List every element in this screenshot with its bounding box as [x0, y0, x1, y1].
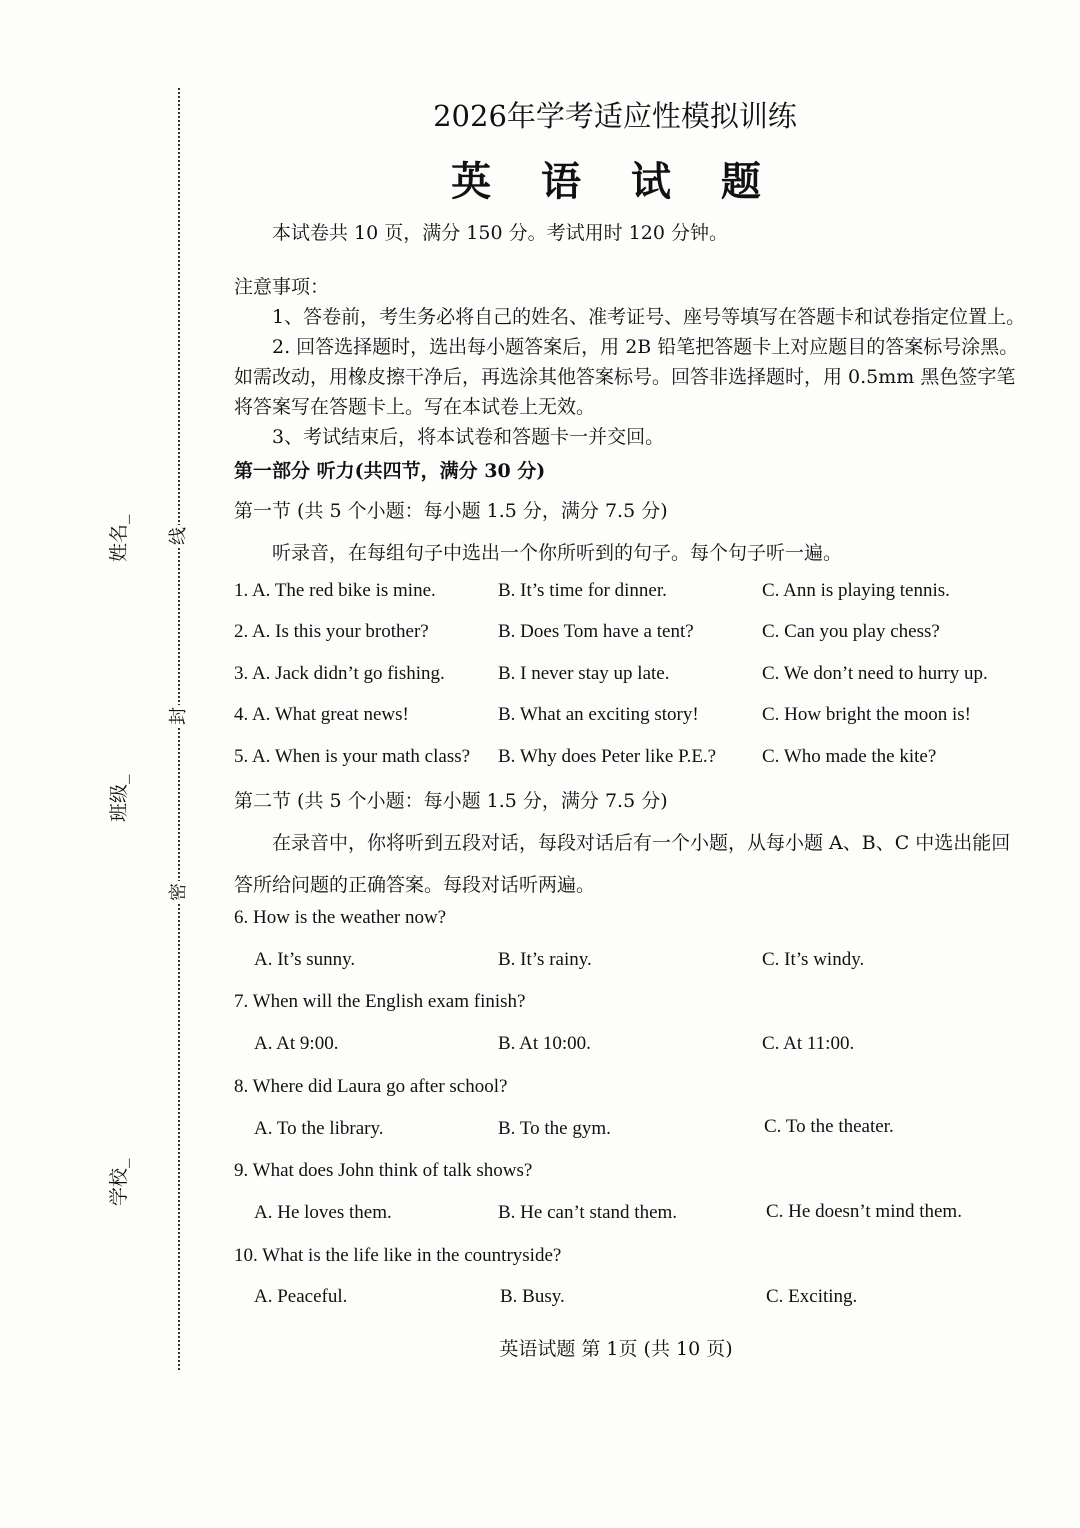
q7-option-a: A. At 9:00.	[254, 1033, 339, 1054]
q6-option-a: A. It’s sunny.	[254, 949, 356, 970]
q7-option-c: C. At 11:00.	[762, 1033, 855, 1054]
q6-option-c: C. It’s windy.	[762, 949, 865, 970]
notes-heading: 注意事项：	[234, 276, 330, 298]
q8-option-a: A. To the library.	[254, 1118, 384, 1139]
name-field-label: 姓名_	[108, 514, 130, 562]
q4-option-b: B. What an exciting story!	[498, 704, 699, 725]
section2-instruction-cont: 答所给问题的正确答案。每段对话听两遍。	[234, 874, 596, 896]
page-footer: 英语试题 第 1页 (共 10 页)	[499, 1338, 733, 1360]
q4-option-a: 4. A. What great news!	[234, 704, 409, 725]
q1-option-a: 1. A. The red bike is mine.	[234, 580, 436, 601]
note-item-3: 3、考试结束后，将本试卷和答题卡一并交回。	[272, 426, 665, 448]
q3-option-b: B. I never stay up late.	[498, 663, 670, 684]
q9-option-c: C. He doesn’t mind them.	[766, 1201, 962, 1222]
section2-heading: 第二节 (共 5 个小题：每小题 1.5 分，满分 7.5 分)	[234, 790, 668, 812]
seal-mark-line: 线	[165, 525, 193, 547]
q9-option-b: B. He can’t stand them.	[498, 1202, 678, 1223]
exam-title: 2026年学考适应性模拟训练	[433, 99, 797, 133]
note-item-2: 2. 回答选择题时，选出每小题答案后，用 2B 铅笔把答题卡上对应题目的答案标号涂黑。	[272, 336, 1019, 358]
q1-option-b: B. It’s time for dinner.	[498, 580, 667, 601]
binding-dotted-line	[178, 88, 180, 1370]
q6-option-b: B. It’s rainy.	[498, 949, 592, 970]
q8-option-c: C. To the theater.	[764, 1116, 894, 1137]
q10-option-b: B. Busy.	[500, 1286, 565, 1307]
q5-option-b: B. Why does Peter like P.E.?	[498, 746, 717, 767]
note-item-2-end: 将答案写在答题卡上。写在本试卷上无效。	[234, 396, 596, 418]
section1-instruction: 听录音，在每组句子中选出一个你所听到的句子。每个句子听一遍。	[272, 542, 843, 564]
q3-option-a: 3. A. Jack didn’t go fishing.	[234, 663, 445, 684]
q10-option-c: C. Exciting.	[766, 1286, 858, 1307]
q8-stem: 8. Where did Laura go after school?	[234, 1076, 508, 1097]
note-item-2-cont: 如需改动，用橡皮擦干净后，再选涂其他答案标号。回答非选择题时，用 0.5mm 黑色签字笔	[234, 366, 1016, 388]
exam-subject-title: 英 语 试 题	[451, 158, 779, 205]
q4-option-c: C. How bright the moon is!	[762, 704, 971, 725]
q5-option-c: C. Who made the kite?	[762, 746, 937, 767]
section1-heading: 第一节 (共 5 个小题：每小题 1.5 分，满分 7.5 分)	[234, 500, 668, 522]
q5-option-a: 5. A. When is your math class?	[234, 746, 471, 767]
part1-heading: 第一部分 听力(共四节，满分 30 分)	[234, 460, 546, 482]
q9-option-a: A. He loves them.	[254, 1202, 392, 1223]
exam-intro: 本试卷共 10 页，满分 150 分。考试用时 120 分钟。	[272, 222, 728, 244]
note-item-1: 1、答卷前，考生务必将自己的姓名、准考证号、座号等填写在答题卡和试卷指定位置上。	[272, 306, 1026, 328]
q2-option-b: B. Does Tom have a tent?	[498, 621, 694, 642]
q10-stem: 10. What is the life like in the countryside?	[234, 1245, 562, 1266]
q1-option-c: C. Ann is playing tennis.	[762, 580, 950, 601]
q7-stem: 7. When will the English exam finish?	[234, 991, 526, 1012]
q8-option-b: B. To the gym.	[498, 1118, 611, 1139]
q10-option-a: A. Peaceful.	[254, 1286, 348, 1307]
q7-option-b: B. At 10:00.	[498, 1033, 591, 1054]
section2-instruction: 在录音中，你将听到五段对话，每段对话后有一个小题，从每小题 A、B、C 中选出能回	[272, 832, 1011, 854]
seal-mark-seal: 封	[165, 705, 193, 727]
q3-option-c: C. We don’t need to hurry up.	[762, 663, 988, 684]
q2-option-c: C. Can you play chess?	[762, 621, 940, 642]
seal-mark-secret: 密	[165, 881, 193, 903]
class-field-label: 班级_	[108, 774, 130, 822]
q2-option-a: 2. A. Is this your brother?	[234, 621, 429, 642]
q6-stem: 6. How is the weather now?	[234, 907, 447, 928]
school-field-label: 学校_	[108, 1158, 130, 1206]
q9-stem: 9. What does John think of talk shows?	[234, 1160, 533, 1181]
